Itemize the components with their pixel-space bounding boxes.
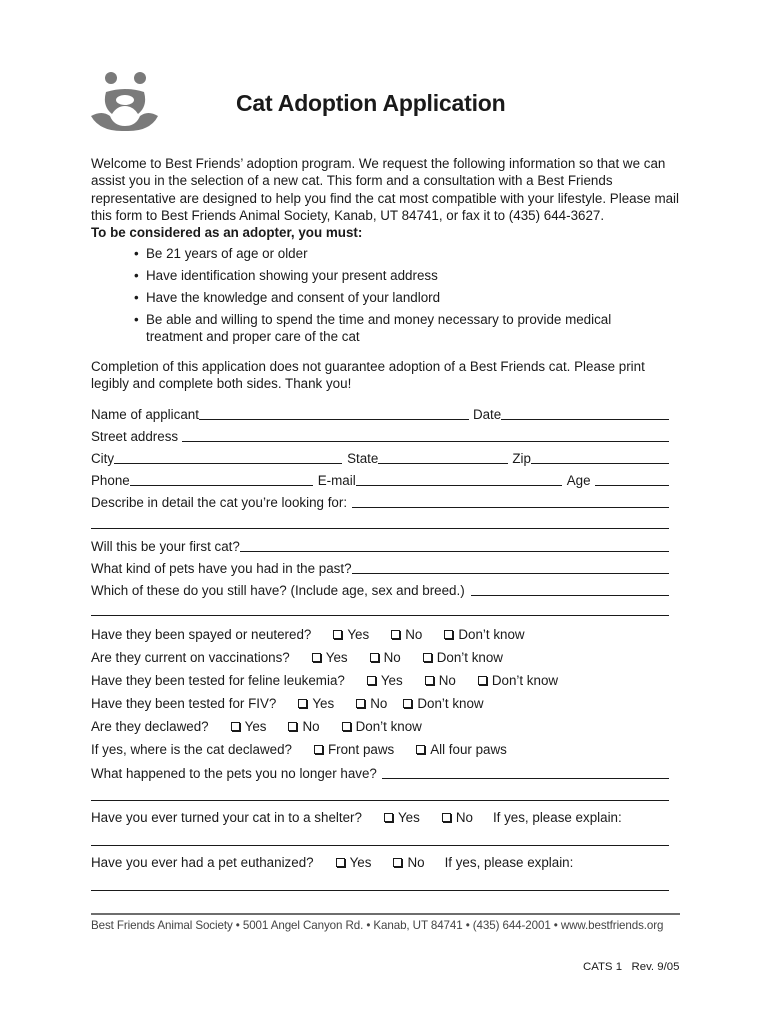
past-pets-row (91, 557, 669, 576)
phone-email-age-row (91, 469, 669, 488)
requirement-item (134, 246, 654, 263)
checkbox-icon[interactable] (425, 676, 434, 685)
footer-contact: Best Friends Animal Society • 5001 Angel Canyon Rd. • Kanab, UT 84741 • (435) 644-2001 • www.bestfriends.org (91, 919, 664, 932)
describe-field[interactable] (352, 493, 669, 508)
describe-field-line-2[interactable] (91, 528, 669, 529)
form-code: CATS 1 Rev. 9/05 (583, 961, 680, 973)
email-field[interactable] (356, 471, 562, 486)
fiv-label: Have they been tested for FIV? (91, 696, 277, 711)
name-date-row (91, 403, 669, 422)
euthanized-label: Have you ever had a pet euthanized? (91, 855, 314, 870)
option-label: Yes (397, 810, 420, 825)
shelter-question (91, 807, 681, 825)
past-pets-label: What kind of pets have you had in the past? (91, 561, 352, 576)
page-title: Cat Adoption Application (236, 90, 506, 116)
vaccinations-dont-know-option[interactable] (423, 650, 503, 665)
option-label: Don’t know (491, 673, 559, 688)
option-label: No (302, 719, 320, 734)
vaccinations-question (91, 647, 681, 665)
requirement-item (134, 268, 654, 285)
city-state-zip-row (91, 447, 669, 466)
street-label: Street address (91, 429, 179, 444)
euthanized-question (91, 852, 681, 870)
checkbox-icon[interactable] (444, 630, 453, 639)
checkbox-icon[interactable] (393, 858, 402, 867)
option-label: Don’t know (355, 719, 422, 734)
state-label: State (347, 451, 379, 466)
age-label: Age (566, 473, 591, 488)
checkbox-icon[interactable] (367, 676, 376, 685)
declawed-yes-option[interactable] (231, 719, 267, 734)
first-cat-label: Will this be your first cat? (91, 539, 240, 554)
still-have-field-line-2[interactable] (91, 615, 669, 616)
disclaimer-paragraph: Completion of this application does not guarantee adoption of a Best Friends cat. Please print legibly and complete both sides. Thank you! (91, 359, 645, 391)
checkbox-icon[interactable] (231, 722, 240, 731)
no-longer-field[interactable] (382, 764, 669, 779)
checkbox-icon[interactable] (478, 676, 487, 685)
checkbox-icon[interactable] (423, 653, 432, 662)
still-have-field[interactable] (471, 581, 669, 596)
city-field[interactable] (114, 449, 342, 464)
describe-row (91, 491, 669, 510)
where-declawed-question (91, 739, 681, 757)
option-label: Don’t know (436, 650, 503, 665)
no-longer-label: What happened to the pets you no longer have? (91, 766, 377, 781)
checkbox-icon[interactable] (403, 699, 412, 708)
describe-label: Describe in detail the cat you’re looking for: (91, 495, 348, 510)
age-field[interactable] (595, 471, 669, 486)
shelter-label: Have you ever turned your cat in to a shelter? (91, 810, 362, 825)
euthanized-explain-label: If yes, please explain: (444, 855, 574, 870)
leukemia-dont-know-option[interactable] (478, 673, 558, 688)
checkbox-icon[interactable] (342, 722, 351, 731)
date-field[interactable] (501, 405, 669, 420)
street-field[interactable] (182, 427, 669, 442)
fiv-yes-option[interactable] (298, 696, 334, 711)
spayed-yes-option[interactable] (333, 627, 369, 642)
no-longer-row (91, 762, 669, 781)
still-have-label: Which of these do you still have? (Include age, sex and breed.) (91, 583, 465, 598)
declawed-question (91, 716, 681, 734)
leukemia-no-option[interactable] (425, 673, 456, 688)
shelter-explain-label: If yes, please explain: (492, 810, 622, 825)
option-label: No (370, 696, 388, 711)
checkbox-icon[interactable] (288, 722, 297, 731)
euthanized-no-option[interactable] (393, 855, 424, 870)
option-label: Yes (349, 855, 372, 870)
option-label: Yes (312, 696, 335, 711)
checkbox-icon[interactable] (336, 858, 345, 867)
leukemia-label: Have they been tested for feline leukemia? (91, 673, 345, 688)
requirement-text: Be able and willing to spend the time and money necessary to provide medical treatment and proper care of the cat (146, 312, 612, 344)
intro-paragraph: Welcome to Best Friends’ adoption program. We request the following information so that we can assist you in the selection of a new cat. This form and a consultation with a Best Friends representative are designed to help you find the cat most compatible with your lifestyle. Please mail this form to Best Friends Animal Society, Kanab, UT 84741, or fax it to (435) 644-3627. (91, 156, 680, 223)
checkbox-icon[interactable] (314, 745, 323, 754)
spayed-question (91, 624, 681, 642)
zip-field[interactable] (531, 449, 669, 464)
requirement-text: Have identification showing your present address (146, 268, 438, 283)
checkbox-icon[interactable] (384, 813, 393, 822)
vaccinations-label: Are they current on vaccinations? (91, 650, 290, 665)
first-cat-row (91, 535, 669, 554)
no-longer-field-line-2[interactable] (91, 800, 669, 801)
still-have-row (91, 579, 669, 598)
option-label: All four paws (430, 742, 507, 757)
fiv-dont-know-option[interactable] (403, 696, 483, 711)
option-label: Don’t know (458, 627, 525, 642)
zip-label: Zip (512, 451, 531, 466)
checkbox-icon[interactable] (391, 630, 400, 639)
checkbox-icon[interactable] (416, 745, 425, 754)
option-label: Yes (380, 673, 403, 688)
leukemia-question (91, 670, 681, 688)
fiv-question (91, 693, 681, 711)
bullet-mark: • (134, 312, 139, 327)
city-label: City (91, 451, 115, 466)
fiv-no-option[interactable] (356, 696, 387, 711)
first-cat-field[interactable] (240, 537, 669, 552)
phone-field[interactable] (130, 471, 313, 486)
euthanized-yes-option[interactable] (336, 855, 372, 870)
street-row (91, 425, 669, 444)
date-label: Date (472, 407, 502, 422)
shelter-no-option[interactable] (442, 810, 473, 825)
vaccinations-yes-option[interactable] (312, 650, 348, 665)
bullet-mark: • (134, 246, 139, 261)
option-label: No (455, 810, 473, 825)
option-label: No (383, 650, 401, 665)
option-label: No (407, 855, 425, 870)
email-label: E-mail (317, 473, 356, 488)
euthanized-explain-field[interactable] (91, 890, 669, 891)
checkbox-icon[interactable] (356, 699, 365, 708)
option-label: Yes (244, 719, 267, 734)
checkbox-icon[interactable] (298, 699, 307, 708)
front-paws-option[interactable] (314, 742, 394, 757)
bullet-mark: • (134, 290, 139, 305)
option-label: Don’t know (417, 696, 484, 711)
shelter-explain-field[interactable] (91, 845, 669, 846)
shelter-yes-option[interactable] (384, 810, 420, 825)
option-label: No (438, 673, 456, 688)
requirement-text: Be 21 years of age or older (146, 246, 308, 261)
all-four-paws-option[interactable] (416, 742, 507, 757)
requirement-item (134, 290, 654, 307)
requirement-text: Have the knowledge and consent of your landlord (146, 290, 441, 305)
option-label: Yes (325, 650, 348, 665)
name-field[interactable] (199, 405, 469, 420)
declawed-no-option[interactable] (288, 719, 319, 734)
option-label: No (405, 627, 423, 642)
option-label: Yes (347, 627, 370, 642)
checkbox-icon[interactable] (312, 653, 321, 662)
spayed-label: Have they been spayed or neutered? (91, 627, 312, 642)
where-declawed-label: If yes, where is the cat declawed? (91, 742, 292, 757)
leukemia-yes-option[interactable] (367, 673, 403, 688)
phone-label: Phone (91, 473, 130, 488)
bullet-mark: • (134, 268, 139, 283)
best-friends-logo (88, 70, 160, 132)
requirements-heading: To be considered as an adopter, you must: (91, 225, 363, 240)
spayed-dont-know-option[interactable] (444, 627, 524, 642)
option-label: Front paws (327, 742, 395, 757)
checkbox-icon[interactable] (442, 813, 451, 822)
declawed-label: Are they declawed? (91, 719, 209, 734)
past-pets-field[interactable] (352, 559, 669, 574)
vaccinations-no-option[interactable] (370, 650, 401, 665)
checkbox-icon[interactable] (370, 653, 379, 662)
declawed-dont-know-option[interactable] (342, 719, 422, 734)
spayed-no-option[interactable] (391, 627, 422, 642)
footer-divider (91, 913, 680, 915)
requirement-item (134, 312, 654, 345)
state-field[interactable] (378, 449, 508, 464)
name-label: Name of applicant (91, 407, 199, 422)
checkbox-icon[interactable] (333, 630, 342, 639)
